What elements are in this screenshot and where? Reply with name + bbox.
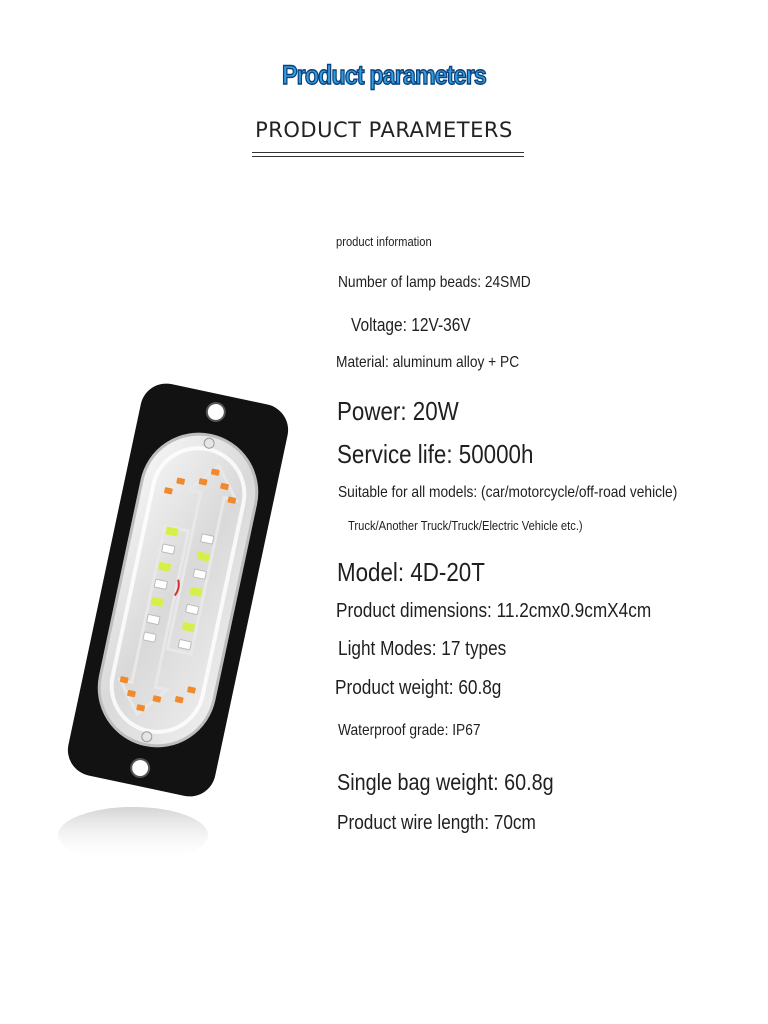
spec-suitable-models-extra: Truck/Another Truck/Truck/Electric Vehicle etc.): [348, 518, 583, 533]
title-divider-top: [252, 152, 524, 153]
spec-bag-weight: Single bag weight: 60.8g: [337, 769, 554, 795]
product-reflection: [58, 807, 208, 860]
spec-dimensions: Product dimensions: 11.2cmx0.9cmX4cm: [336, 600, 652, 622]
spec-section-label: product information: [336, 234, 432, 249]
spec-waterproof: Waterproof grade: IP67: [338, 722, 481, 739]
spec-suitable-models: Suitable for all models: (car/motorcycle/off-road vehicle): [338, 484, 678, 501]
spec-lamp-beads: Number of lamp beads: 24SMD: [338, 274, 531, 291]
page-subtitle: PRODUCT PARAMETERS: [255, 118, 513, 142]
page-title: Product parameters: [282, 60, 486, 90]
title-divider-bottom: [252, 156, 524, 157]
spec-model: Model: 4D-20T: [337, 557, 485, 587]
product-image: [58, 380, 298, 860]
spec-material: Material: aluminum alloy + PC: [336, 354, 520, 371]
spec-service-life: Service life: 50000h: [337, 439, 534, 469]
light-housing: [63, 380, 293, 801]
spec-power: Power: 20W: [337, 396, 459, 426]
spec-wire-length: Product wire length: 70cm: [337, 812, 536, 834]
spec-product-weight: Product weight: 60.8g: [335, 677, 502, 699]
spec-light-modes: Light Modes: 17 types: [338, 638, 507, 660]
spec-voltage: Voltage: 12V-36V: [351, 315, 471, 335]
